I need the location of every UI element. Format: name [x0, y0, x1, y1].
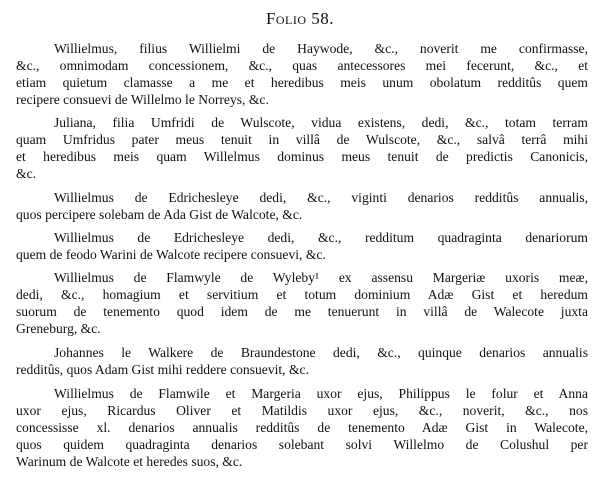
- entry-line: &c., omnimodam concessionem, &c., quas antecessores mei fecerunt, &c., et: [16, 58, 588, 73]
- entry-line: concessisse xl. denarios annualis redditûs de tenemento Adæ Gist in Walecote,: [16, 420, 588, 435]
- charter-entry-5: [16, 269, 588, 337]
- entry-line: Juliana, filia Umfridi de Wulscote, vidua existens, dedi, &c., totam terram: [54, 115, 588, 130]
- charter-entry-2: [16, 114, 588, 182]
- entry-line: redditûs, quos Adam Gist mihi reddere consuevit, &c.: [16, 362, 309, 377]
- entry-line: quos quidem quadraginta denarios solebant solvi Willelmo de Colushul per: [16, 437, 588, 452]
- entry-line: suorum de tenemento quod idem de me tenuerunt in villâ de Walecote juxta: [16, 304, 588, 319]
- entry-line: &c.: [16, 166, 37, 181]
- entry-line: Willielmus de Flamwyle de Wyleby¹ ex assensu Margeriæ uxoris meæ,: [54, 270, 588, 285]
- entry-line: etiam quietum clamasse a me et heredibus meis unum obolatum redditûs quem: [16, 75, 588, 90]
- charter-entry-1: [16, 40, 588, 108]
- charter-entry-6: [16, 344, 588, 378]
- entry-line: Warinum de Walcote et heredes suos, &c.: [16, 454, 243, 469]
- entry-line: uxor ejus, Ricardus Oliver et Matildis uxor ejus, &c., noverit, &c., nos: [16, 403, 588, 418]
- entry-line: Willielmus de Edrichesleye dedi, &c., redditum quadraginta denariorum: [54, 230, 588, 245]
- entry-line: Greneburg, &c.: [16, 321, 101, 336]
- folio-heading: Folio 58.: [265, 9, 335, 28]
- entry-line: Johannes le Walkere de Braundestone dedi, &c., quinque denarios annualis: [54, 345, 588, 360]
- entry-line: dedi, &c., homagium et servitium et totum dominium Adæ Gist et heredum: [16, 287, 588, 302]
- entry-line: quos percipere solebam de Ada Gist de Walcote, &c.: [16, 207, 303, 222]
- charter-entry-4: [16, 229, 588, 263]
- entry-line: Willielmus de Flamwile et Margeria uxor ejus, Philippus le folur et Anna: [54, 386, 588, 401]
- entry-line: et heredibus meis quam Willelmus dominus meus tenuit de predictis Canonicis,: [16, 149, 588, 164]
- charter-entry-3: [16, 189, 588, 223]
- entry-line: Willielmus, filius Willielmi de Haywode, &c., noverit me confirmasse,: [54, 41, 588, 56]
- entry-line: recipere consuevi de Willelmo le Norreys, &c.: [16, 92, 269, 107]
- entry-line: quem de feodo Warini de Walcote recipere consuevi, &c.: [16, 247, 326, 262]
- entry-line: Willielmus de Edrichesleye dedi, &c., viginti denarios redditûs annualis,: [54, 190, 588, 205]
- entry-line: quam Umfridus pater meus tenuit in villâ de Wulscote, &c., salvâ terrâ mihi: [16, 132, 588, 147]
- charter-entry-7: [16, 385, 588, 470]
